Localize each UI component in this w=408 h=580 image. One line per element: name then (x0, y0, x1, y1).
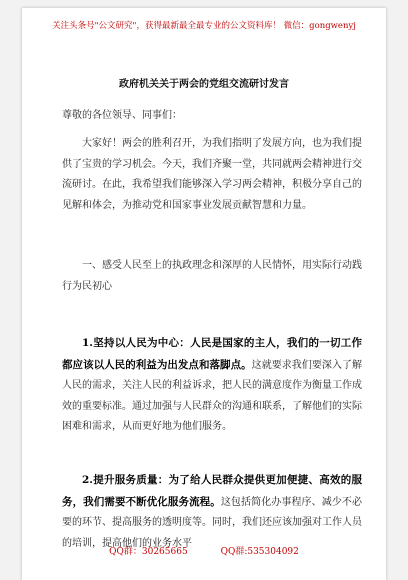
section-heading (62, 256, 362, 297)
point-1-bold: 1.坚持以人民为中心：人民是国家的主人，我们的一切工作都应该以人民的利益为出发点和落脚点。 (62, 337, 362, 371)
point-2-paragraph (62, 470, 362, 554)
salutation: 尊敬的各位领导、同事们： (62, 110, 182, 121)
footer-qq-2: QQ群:535304092 (220, 547, 299, 557)
point-2-text: 这包括简化办事程序、减少不必要的环节、提高服务的透明度等。同时，我们还应该加强对工作人员的培训，提高他们的业务水平 (62, 496, 363, 549)
header-banner (22, 20, 386, 32)
intro-text: 大家好！两会的胜利召开，为我们指明了发展方向，也为我们提供了宝贵的学习机会。今天，我们齐聚一堂，共同就两会精神进行交流研讨。在此，我希望我们能够深入学习两会精神，积极分享自己的见解和体会，为推动党和国家事业发展贡献智慧和力量。 (62, 138, 362, 211)
footer-qq-1: QQ群：30265665 (109, 547, 188, 557)
point-1-text: 这就要求我们要深入了解人民的需求，关注人民的利益诉求，把人民的满意度作为衡量工作成效的重要标准。通过加强与人民群众的沟通和联系，了解他们的实际困难和需求，从而更好地为他们服务。 (62, 359, 363, 432)
document-title: 政府机关关于两会的党组交流研讨发言 (119, 79, 289, 90)
point-2-bold: 2.提升服务质量：为了给人民群众提供更加便捷、高效的服务，我们需要不断优化服务流程。 (62, 474, 362, 508)
header-text: 关注头条号"公文研究"，获得最新最全最专业的公文资料库！ 微信：gongwenyj (52, 21, 356, 31)
footer-banner (22, 544, 386, 557)
document-page (22, 8, 386, 580)
section-heading-text: 一、感受人民至上的执政理念和深厚的人民情怀，用实际行动践行为民初心 (62, 260, 362, 292)
point-1-paragraph (62, 333, 362, 438)
intro-paragraph (62, 134, 362, 216)
